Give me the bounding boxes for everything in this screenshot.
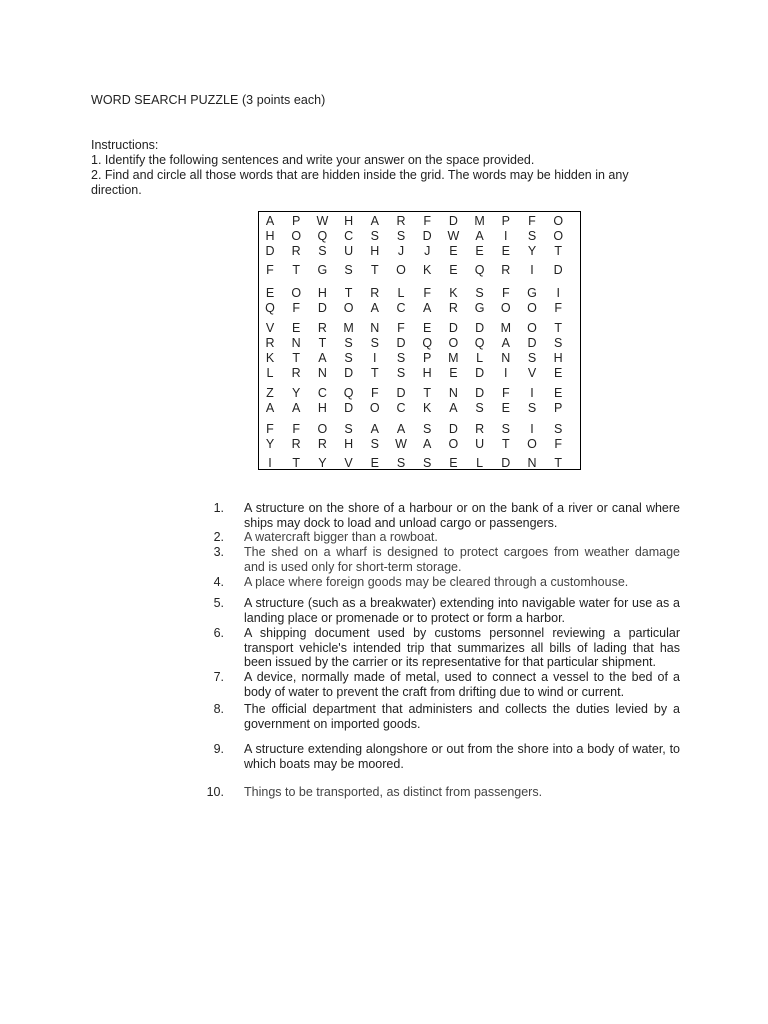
- grid-letter[interactable]: D: [527, 336, 537, 350]
- grid-letter[interactable]: Q: [474, 336, 485, 350]
- grid-letter[interactable]: T: [292, 456, 300, 470]
- grid-row: [259, 401, 580, 416]
- grid-letter[interactable]: S: [344, 336, 353, 350]
- grid-letter[interactable]: I: [556, 286, 560, 300]
- grid-letter[interactable]: N: [527, 456, 537, 470]
- grid-letter[interactable]: N: [501, 351, 511, 365]
- grid-letter[interactable]: E: [265, 286, 275, 300]
- grid-letter[interactable]: S: [344, 422, 353, 436]
- question-text-line: The shed on a wharf is designed to protect cargoes from weather damage: [244, 545, 680, 559]
- grid-letter[interactable]: R: [370, 286, 380, 300]
- grid-letter[interactable]: F: [501, 286, 510, 300]
- question-text-line: ships may dock to load and unload cargo or passengers.: [244, 515, 558, 530]
- grid-letter[interactable]: K: [423, 263, 432, 277]
- page-title: WORD SEARCH PUZZLE (3 points each): [91, 93, 326, 107]
- grid-row: [259, 244, 580, 259]
- grid-letter[interactable]: Q: [422, 336, 433, 350]
- grid-letter[interactable]: S: [527, 401, 537, 415]
- grid-letter[interactable]: A: [318, 351, 327, 365]
- grid-letter[interactable]: Z: [266, 386, 274, 400]
- grid-letter[interactable]: F: [397, 321, 405, 335]
- question-text-line: A watercraft bigger than a rowboat.: [244, 530, 438, 544]
- instruction-line-2: 2. Find and circle all those words that are hidden inside the grid. The words may be hidden in any direction.: [91, 168, 629, 197]
- grid-letter[interactable]: O: [317, 422, 328, 436]
- grid-letter[interactable]: N: [370, 321, 380, 335]
- grid-letter[interactable]: A: [265, 214, 275, 228]
- grid-letter[interactable]: S: [344, 263, 353, 277]
- grid-letter[interactable]: S: [396, 456, 406, 470]
- question-text-line: A place where foreign goods may be cleared through a customhouse.: [244, 575, 629, 589]
- grid-letter[interactable]: R: [317, 437, 327, 451]
- grid-row: [259, 301, 580, 316]
- grid-letter[interactable]: D: [448, 422, 458, 436]
- grid-letter[interactable]: O: [343, 301, 354, 315]
- grid-letter[interactable]: A: [370, 214, 379, 228]
- grid-letter[interactable]: A: [423, 301, 432, 315]
- grid-letter[interactable]: S: [475, 286, 484, 300]
- grid-letter[interactable]: H: [265, 229, 275, 243]
- question-text-line: transport vehicle's intended trip that summarizes all bills of lading that has: [244, 640, 680, 655]
- grid-row: [259, 351, 580, 366]
- grid-letter[interactable]: Q: [317, 229, 328, 243]
- grid-letter[interactable]: H: [344, 437, 354, 451]
- grid-letter[interactable]: Q: [474, 263, 485, 277]
- question-text-line: Things to be transported, as distinct from passengers.: [244, 785, 543, 799]
- grid-letter[interactable]: I: [530, 386, 534, 400]
- grid-letter[interactable]: D: [448, 214, 458, 228]
- grid-letter[interactable]: R: [291, 244, 301, 258]
- grid-letter[interactable]: F: [266, 263, 274, 277]
- question-text-line: A structure on the shore of a harbour or on the bank of a river or canal where: [244, 501, 680, 515]
- grid-letter[interactable]: F: [266, 422, 274, 436]
- question-text-line: and is used only for short-term storage.: [244, 559, 462, 574]
- question-text-line: The official department that administers and collects the duties levied by a: [244, 702, 680, 716]
- grid-letter[interactable]: F: [501, 386, 510, 400]
- grid-letter[interactable]: W: [395, 437, 407, 451]
- grid-letter[interactable]: O: [291, 286, 302, 300]
- question-text-line: been issued by the carrier or its representative for that particular shipment.: [244, 655, 657, 670]
- grid-letter[interactable]: G: [474, 301, 485, 315]
- instructions: [91, 138, 651, 198]
- grid-letter[interactable]: T: [318, 336, 327, 350]
- grid-row: [259, 263, 580, 278]
- grid-letter[interactable]: P: [292, 214, 301, 228]
- grid-letter[interactable]: Q: [343, 386, 354, 400]
- grid-row: [259, 437, 580, 452]
- grid-letter[interactable]: A: [449, 401, 458, 415]
- grid-letter[interactable]: D: [475, 366, 485, 380]
- grid-letter[interactable]: P: [423, 351, 432, 365]
- question-number: 2.: [213, 530, 224, 544]
- grid-letter[interactable]: R: [475, 422, 485, 436]
- grid-letter[interactable]: I: [504, 366, 508, 380]
- grid-letter[interactable]: H: [344, 214, 354, 228]
- grid-letter[interactable]: D: [553, 263, 563, 277]
- grid-row: [259, 366, 580, 381]
- grid-letter[interactable]: S: [527, 229, 537, 243]
- grid-letter[interactable]: S: [396, 366, 406, 380]
- grid-letter[interactable]: D: [265, 244, 275, 258]
- grid-letter[interactable]: I: [530, 263, 534, 277]
- grid-row: [259, 422, 580, 437]
- grid-letter[interactable]: T: [370, 366, 379, 380]
- grid-letter[interactable]: F: [554, 437, 562, 451]
- grid-letter[interactable]: O: [448, 437, 459, 451]
- grid-letter[interactable]: L: [476, 456, 484, 470]
- grid-letter[interactable]: D: [396, 386, 406, 400]
- grid-letter[interactable]: I: [373, 351, 377, 365]
- grid-letter[interactable]: T: [501, 437, 510, 451]
- grid-letter[interactable]: S: [396, 351, 406, 365]
- grid-letter[interactable]: E: [449, 263, 458, 277]
- grid-letter[interactable]: Y: [265, 437, 275, 451]
- grid-letter[interactable]: N: [448, 386, 458, 400]
- grid-letter[interactable]: R: [501, 263, 511, 277]
- question-number: 8.: [213, 702, 224, 716]
- grid-letter[interactable]: D: [344, 366, 354, 380]
- grid-letter[interactable]: S: [554, 422, 563, 436]
- grid-letter[interactable]: D: [344, 401, 354, 415]
- grid-letter[interactable]: A: [370, 301, 379, 315]
- grid-letter[interactable]: S: [501, 422, 510, 436]
- grid-letter[interactable]: O: [396, 263, 406, 277]
- question-text-line: A device, normally made of metal, used to connect a vessel to the bed of a: [244, 670, 680, 684]
- grid-letter[interactable]: D: [501, 456, 511, 470]
- grid-letter[interactable]: E: [449, 244, 458, 258]
- grid-letter[interactable]: O: [448, 336, 459, 350]
- grid-letter[interactable]: L: [476, 351, 484, 365]
- grid-letter[interactable]: Y: [318, 456, 327, 470]
- grid-letter[interactable]: E: [449, 366, 458, 380]
- grid-letter[interactable]: T: [344, 286, 353, 300]
- grid-letter[interactable]: M: [474, 214, 485, 228]
- question-text-line: A structure (such as a breakwater) extending into navigable water for use as a: [244, 596, 680, 610]
- grid-letter[interactable]: F: [528, 214, 536, 228]
- question-text-line: A structure extending alongshore or out from the shore into a body of water, to: [244, 742, 680, 756]
- grid-letter[interactable]: D: [475, 386, 485, 400]
- grid-letter[interactable]: A: [475, 229, 484, 243]
- grid-letter[interactable]: V: [527, 366, 537, 380]
- grid-letter[interactable]: T: [554, 244, 562, 258]
- question-number: 1.: [213, 501, 224, 515]
- question-number: 4.: [213, 575, 224, 589]
- grid-letter[interactable]: T: [554, 321, 562, 335]
- grid-letter[interactable]: O: [500, 301, 511, 315]
- grid-letter[interactable]: T: [554, 456, 562, 470]
- grid-letter[interactable]: S: [370, 437, 379, 451]
- grid-letter[interactable]: H: [370, 244, 380, 258]
- grid-letter[interactable]: N: [317, 366, 327, 380]
- grid-letter[interactable]: D: [396, 336, 406, 350]
- grid-letter[interactable]: F: [554, 301, 562, 315]
- question-number: 3.: [213, 545, 224, 559]
- grid-letter[interactable]: Y: [292, 386, 301, 400]
- grid-letter[interactable]: S: [475, 401, 484, 415]
- grid-letter[interactable]: S: [554, 336, 563, 350]
- grid-letter[interactable]: T: [423, 386, 431, 400]
- grid-letter[interactable]: S: [370, 336, 379, 350]
- grid-letter[interactable]: G: [317, 263, 328, 277]
- grid-letter[interactable]: K: [423, 401, 432, 415]
- grid-letter[interactable]: V: [265, 321, 275, 335]
- grid-letter[interactable]: S: [370, 229, 379, 243]
- grid-letter[interactable]: F: [423, 286, 431, 300]
- grid-letter[interactable]: U: [475, 437, 485, 451]
- grid-letter[interactable]: I: [504, 229, 508, 243]
- grid-letter[interactable]: E: [449, 456, 458, 470]
- grid-letter[interactable]: J: [397, 244, 405, 258]
- grid-letter[interactable]: D: [448, 321, 458, 335]
- grid-row: [259, 456, 580, 471]
- grid-row: [259, 286, 580, 301]
- grid-letter[interactable]: O: [553, 214, 564, 228]
- grid-letter[interactable]: M: [448, 351, 459, 365]
- question-text-line: government on imported goods.: [244, 716, 421, 731]
- grid-row: [259, 229, 580, 244]
- grid-letter[interactable]: S: [527, 351, 537, 365]
- grid-letter[interactable]: C: [344, 229, 354, 243]
- grid-letter[interactable]: W: [316, 214, 329, 228]
- grid-letter[interactable]: D: [422, 229, 432, 243]
- grid-letter[interactable]: O: [369, 401, 380, 415]
- grid-letter[interactable]: R: [448, 301, 458, 315]
- grid-letter[interactable]: F: [370, 386, 379, 400]
- grid-letter[interactable]: A: [423, 437, 432, 451]
- grid-letter[interactable]: O: [291, 229, 302, 243]
- grid-letter[interactable]: S: [396, 229, 406, 243]
- grid-letter[interactable]: S: [344, 351, 353, 365]
- grid-letter[interactable]: R: [291, 437, 301, 451]
- grid-letter[interactable]: R: [291, 366, 301, 380]
- grid-letter[interactable]: R: [317, 321, 327, 335]
- grid-letter[interactable]: G: [527, 286, 537, 300]
- grid-letter[interactable]: U: [344, 244, 354, 258]
- grid-letter[interactable]: R: [396, 214, 406, 228]
- grid-letter[interactable]: H: [553, 351, 563, 365]
- grid-letter[interactable]: H: [422, 366, 432, 380]
- grid-letter[interactable]: Q: [265, 301, 275, 315]
- grid-letter[interactable]: T: [292, 351, 300, 365]
- grid-letter[interactable]: T: [292, 263, 300, 277]
- grid-letter[interactable]: E: [292, 321, 301, 335]
- grid-letter[interactable]: S: [318, 244, 327, 258]
- grid-letter[interactable]: L: [397, 286, 405, 300]
- grid-row: [259, 336, 580, 351]
- grid-row: [259, 386, 580, 401]
- grid-letter[interactable]: K: [449, 286, 458, 300]
- grid-letter[interactable]: A: [370, 422, 379, 436]
- question-number: 7.: [213, 670, 224, 684]
- grid-letter[interactable]: C: [396, 401, 406, 415]
- question-number: 10.: [206, 785, 224, 799]
- grid-letter[interactable]: A: [501, 336, 510, 350]
- grid-letter[interactable]: E: [501, 244, 510, 258]
- grid-letter[interactable]: C: [317, 386, 327, 400]
- grid-letter[interactable]: R: [265, 336, 275, 350]
- grid-letter[interactable]: P: [501, 214, 510, 228]
- grid-letter[interactable]: E: [423, 321, 432, 335]
- question-number: 9.: [213, 742, 224, 756]
- grid-letter[interactable]: S: [423, 422, 432, 436]
- grid-letter[interactable]: E: [501, 401, 510, 415]
- grid-letter[interactable]: E: [554, 386, 563, 400]
- word-search-grid: [258, 211, 581, 470]
- grid-letter[interactable]: O: [553, 229, 564, 243]
- question-text-line: body of water to prevent the craft from drifting due to wind or current.: [244, 684, 625, 699]
- grid-letter[interactable]: L: [266, 366, 274, 380]
- grid-letter[interactable]: D: [317, 301, 327, 315]
- grid-letter[interactable]: I: [268, 456, 272, 470]
- grid-letter[interactable]: W: [447, 229, 460, 243]
- grid-letter[interactable]: F: [292, 301, 300, 315]
- grid-letter[interactable]: F: [423, 214, 431, 228]
- grid-letter[interactable]: S: [423, 456, 432, 470]
- grid-letter[interactable]: E: [554, 366, 563, 380]
- grid-letter[interactable]: E: [370, 456, 379, 470]
- grid-letter[interactable]: V: [344, 456, 353, 470]
- grid-letter[interactable]: A: [265, 401, 275, 415]
- grid-row: [259, 214, 580, 229]
- grid-letter[interactable]: H: [317, 401, 327, 415]
- grid-letter[interactable]: P: [554, 401, 563, 415]
- grid-letter[interactable]: A: [292, 401, 301, 415]
- question-text-line: landing place or promenade or to protect or form a harbor.: [244, 610, 566, 625]
- grid-letter[interactable]: T: [370, 263, 379, 277]
- question-text-line: which boats may be moored.: [244, 756, 404, 771]
- question-number: 5.: [213, 596, 224, 610]
- question-text-line: A shipping document used by customs personnel reviewing a particular: [244, 626, 680, 640]
- grid-letter[interactable]: I: [530, 422, 534, 436]
- grid-letter[interactable]: O: [527, 301, 537, 315]
- instruction-line-1: 1. Identify the following sentences and write your answer on the space provided.: [91, 153, 535, 167]
- grid-letter[interactable]: K: [265, 351, 275, 365]
- grid-letter[interactable]: E: [475, 244, 484, 258]
- grid-letter[interactable]: O: [527, 437, 537, 451]
- grid-letter[interactable]: N: [291, 336, 301, 350]
- grid-row: [259, 321, 580, 336]
- grid-letter[interactable]: H: [317, 286, 327, 300]
- grid-letter[interactable]: A: [396, 422, 406, 436]
- grid-letter[interactable]: O: [527, 321, 537, 335]
- grid-letter[interactable]: M: [500, 321, 511, 335]
- question-number: 6.: [213, 626, 224, 640]
- grid-letter[interactable]: M: [343, 321, 354, 335]
- instructions-heading: Instructions:: [91, 138, 159, 152]
- grid-letter[interactable]: F: [292, 422, 300, 436]
- grid-letter[interactable]: J: [424, 244, 431, 258]
- grid-letter[interactable]: D: [475, 321, 485, 335]
- grid-letter[interactable]: C: [396, 301, 406, 315]
- grid-letter[interactable]: Y: [527, 244, 537, 258]
